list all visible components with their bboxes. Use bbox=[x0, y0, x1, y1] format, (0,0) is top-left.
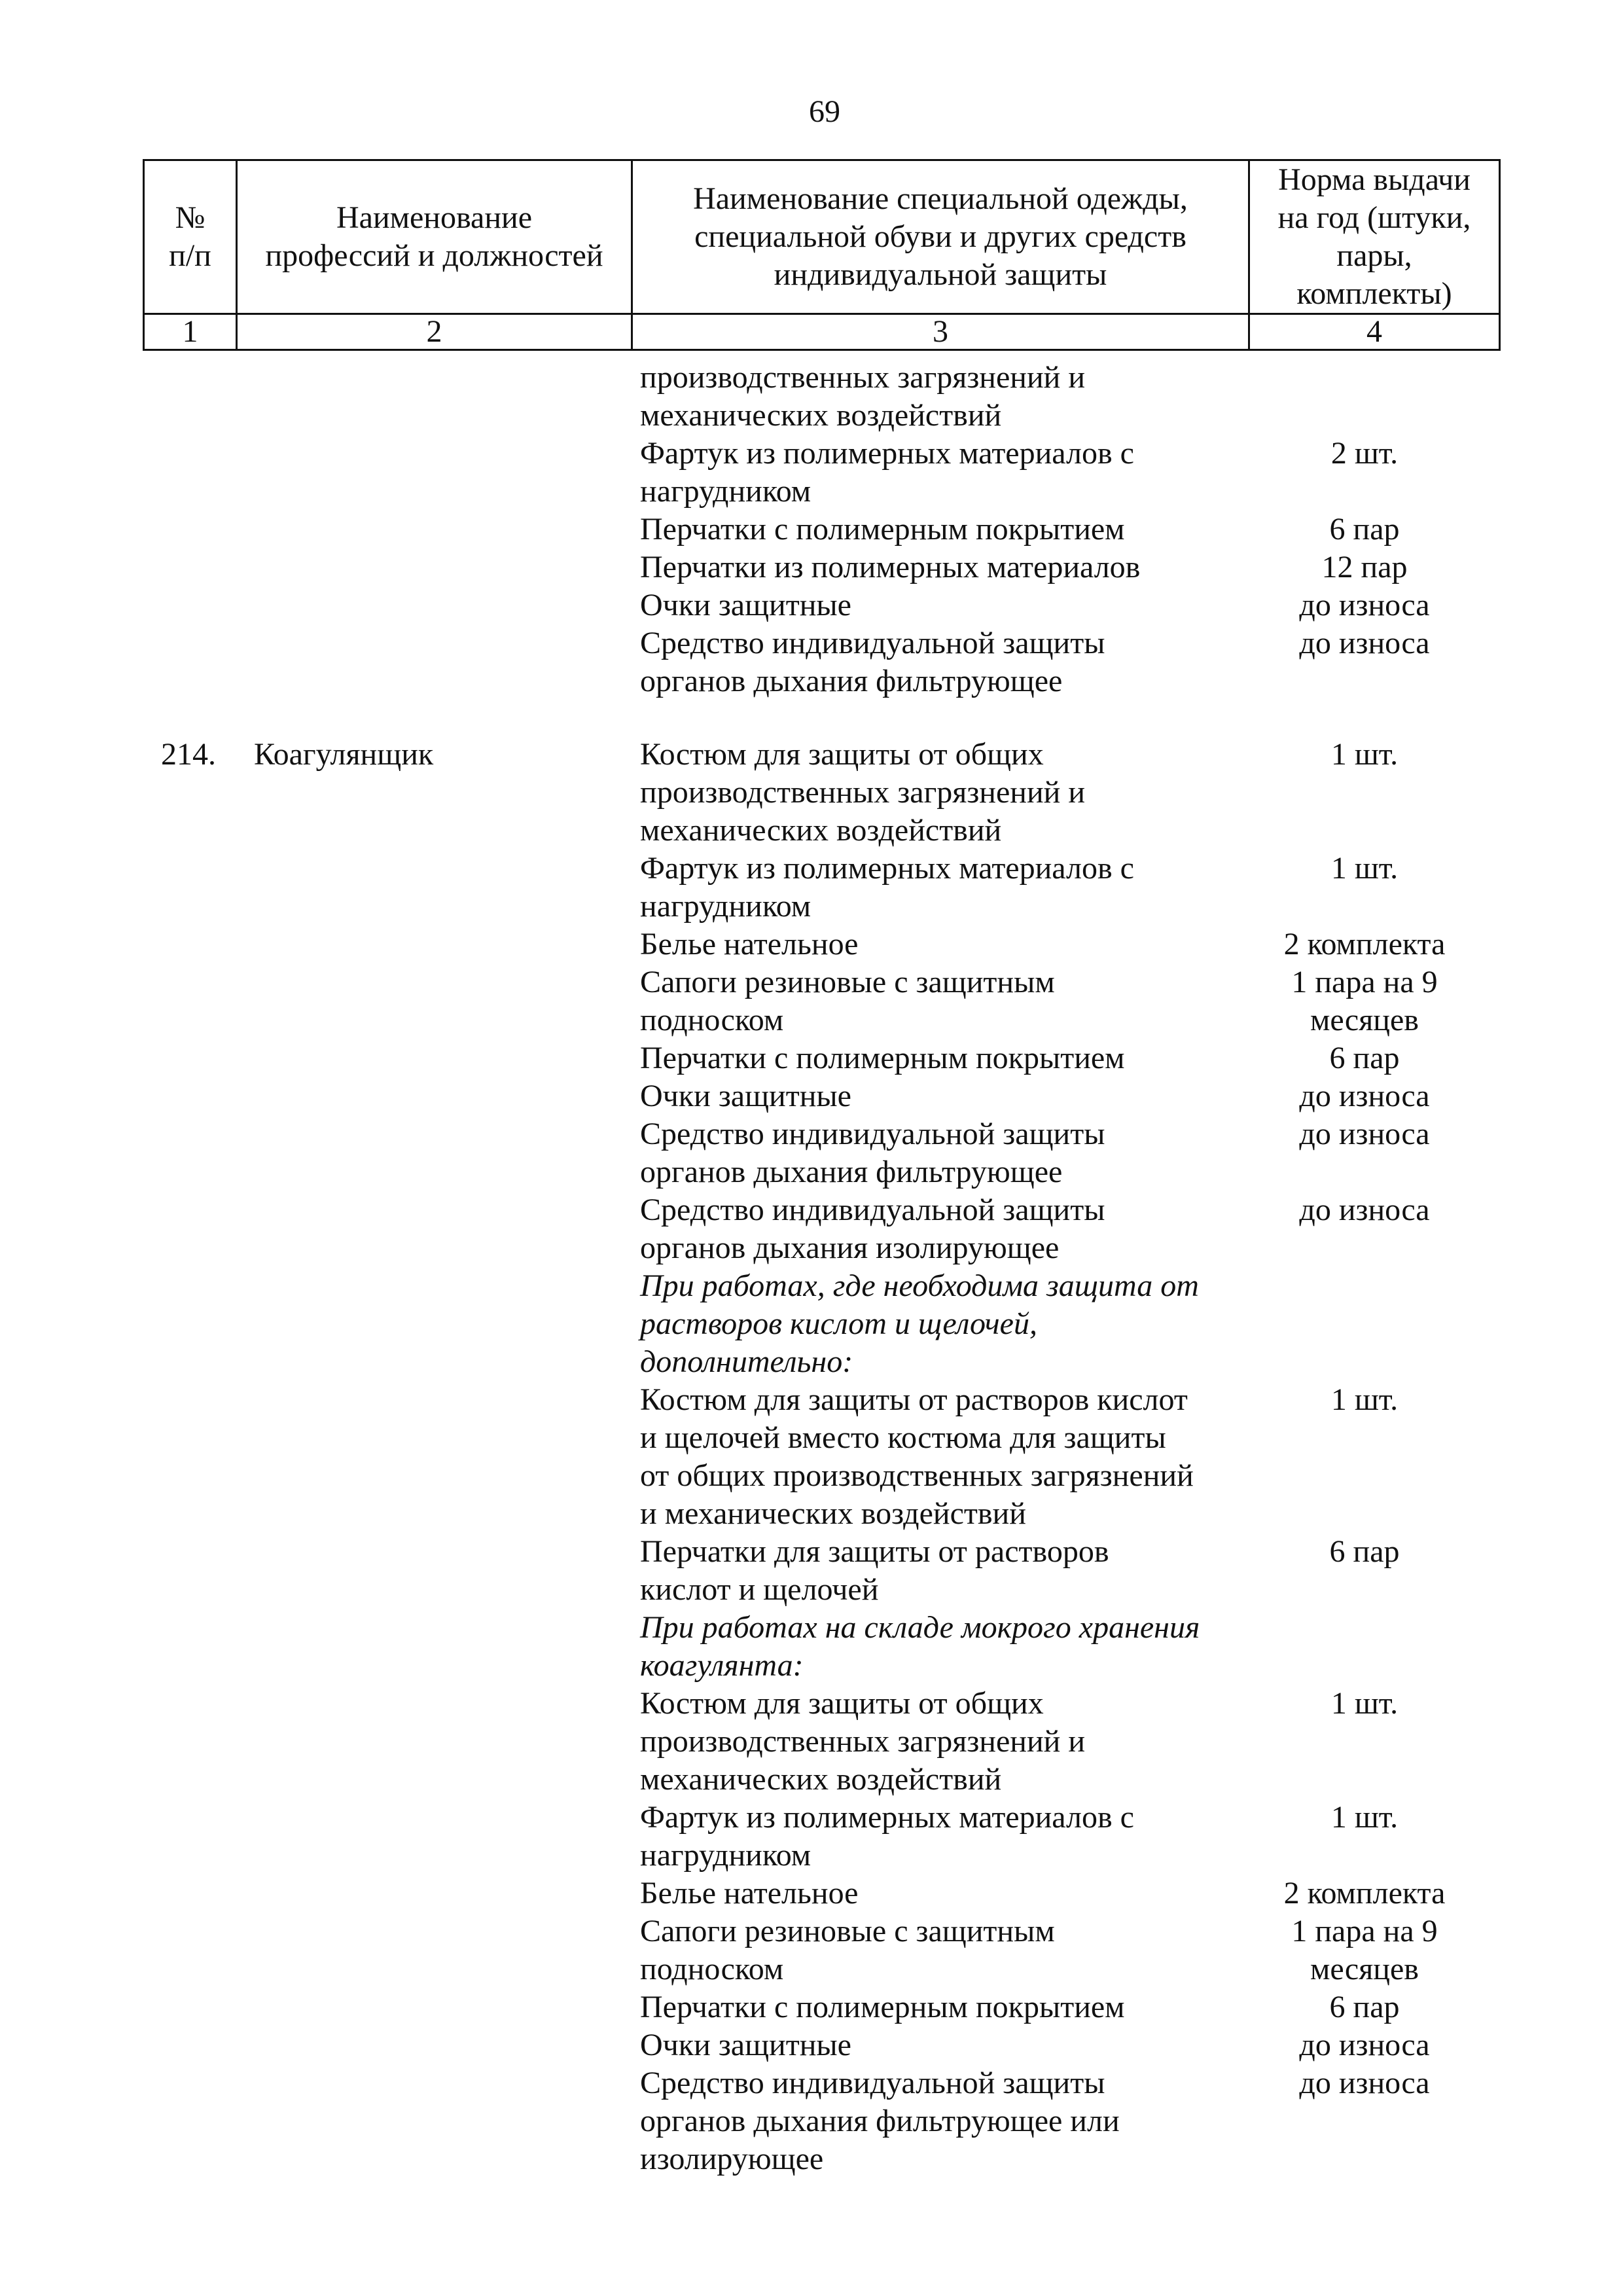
header-profession-cell bbox=[237, 160, 632, 314]
equipment-item: от общих производственных загрязнений bbox=[640, 1458, 1194, 1493]
header-equipment-line: Наименование специальной одежды, bbox=[693, 181, 1188, 216]
table-row bbox=[0, 1761, 1623, 1799]
issue-norm: 2 комплекта bbox=[1283, 1876, 1446, 1910]
equipment-item: нагрудником bbox=[640, 889, 812, 924]
equipment-item: Очки защитные bbox=[640, 1079, 851, 1113]
table-row bbox=[0, 1799, 1623, 1837]
table-row bbox=[0, 473, 1623, 511]
column-number-4: 4 bbox=[1249, 314, 1500, 350]
issue-norm: до износа bbox=[1299, 1193, 1430, 1227]
issue-norm: до износа bbox=[1299, 2028, 1430, 2062]
table-row bbox=[0, 1115, 1623, 1153]
equipment-item: Костюм для защиты от растворов кислот bbox=[640, 1382, 1188, 1417]
equipment-item: коагулянта: bbox=[640, 1648, 804, 1683]
equipment-item: кислот и щелочей bbox=[640, 1572, 879, 1607]
issue-norm: до износа bbox=[1299, 2066, 1430, 2100]
issue-norm: 1 шт. bbox=[1330, 1382, 1399, 1417]
equipment-item: При работах на складе мокрого хранения bbox=[640, 1610, 1200, 1645]
equipment-item: механических воздействий bbox=[640, 813, 1002, 848]
header-norm-line: пары, bbox=[1336, 238, 1412, 273]
equipment-item: производственных загрязнений и bbox=[640, 775, 1086, 810]
equipment-item: органов дыхания изолирующее bbox=[640, 1230, 1060, 1265]
equipment-item: органов дыхания фильтрующее bbox=[640, 664, 1063, 698]
header-norm-line: Норма выдачи bbox=[1278, 162, 1471, 197]
table-row bbox=[0, 1229, 1623, 1267]
equipment-item: механических воздействий bbox=[640, 1762, 1002, 1797]
table-row bbox=[0, 1153, 1623, 1191]
issue-norm: до износа bbox=[1299, 588, 1430, 622]
equipment-item: органов дыхания фильтрующее bbox=[640, 1155, 1063, 1189]
equipment-item: подноском bbox=[640, 1952, 784, 1986]
table-row bbox=[0, 2140, 1623, 2178]
equipment-item: Перчатки с полимерным покрытием bbox=[640, 512, 1125, 547]
table-row bbox=[0, 1647, 1623, 1685]
equipment-item: и механических воздействий bbox=[640, 1496, 1026, 1531]
table-row bbox=[0, 1343, 1623, 1381]
table-row bbox=[0, 1571, 1623, 1609]
issue-norm: до износа bbox=[1299, 626, 1430, 660]
equipment-item: и щелочей вместо костюма для защиты bbox=[640, 1420, 1166, 1455]
equipment-item: Очки защитные bbox=[640, 2028, 851, 2062]
table-row bbox=[0, 2064, 1623, 2102]
table-row bbox=[0, 1305, 1623, 1343]
table-row bbox=[0, 1685, 1623, 1723]
equipment-item: механических воздействий bbox=[640, 398, 1002, 433]
table-row bbox=[0, 548, 1623, 586]
equipment-item: нагрудником bbox=[640, 474, 812, 509]
header-equipment-line: индивидуальной защиты bbox=[774, 257, 1107, 292]
column-number-3: 3 bbox=[632, 314, 1249, 350]
issue-norm: 6 пар bbox=[1329, 1041, 1400, 1075]
equipment-item: Средство индивидуальной защиты bbox=[640, 1117, 1105, 1151]
table-row bbox=[0, 1001, 1623, 1039]
table-row bbox=[0, 624, 1623, 662]
table-row bbox=[0, 511, 1623, 548]
equipment-item: Фартук из полимерных материалов с bbox=[640, 851, 1134, 886]
table-row bbox=[0, 1912, 1623, 1950]
table-row bbox=[0, 1533, 1623, 1571]
header-equipment-cell bbox=[632, 160, 1249, 314]
equipment-item: органов дыхания фильтрующее или bbox=[640, 2104, 1120, 2138]
issue-norm: 2 шт. bbox=[1330, 436, 1399, 471]
issue-norm: 1 пара на 9 bbox=[1291, 1914, 1438, 1948]
table-row bbox=[0, 1988, 1623, 2026]
table-row bbox=[0, 850, 1623, 888]
table-row bbox=[0, 1495, 1623, 1533]
table-row bbox=[0, 1039, 1623, 1077]
equipment-item: изолирующее bbox=[640, 2142, 824, 2176]
table-row bbox=[0, 1381, 1623, 1419]
table-row bbox=[0, 1609, 1623, 1647]
header-profession-line: Наименование bbox=[336, 200, 533, 235]
equipment-item: дополнительно: bbox=[640, 1344, 853, 1379]
table-row bbox=[0, 586, 1623, 624]
table-row bbox=[0, 1077, 1623, 1115]
equipment-item: Сапоги резиновые с защитным bbox=[640, 1914, 1055, 1948]
table-header bbox=[143, 159, 1501, 351]
table-row bbox=[0, 435, 1623, 473]
equipment-item: Средство индивидуальной защиты bbox=[640, 626, 1105, 660]
table-row bbox=[0, 736, 1623, 774]
issue-norm: до износа bbox=[1299, 1079, 1430, 1113]
table-row bbox=[0, 812, 1623, 850]
table-row bbox=[0, 1267, 1623, 1305]
header-equipment-line: специальной обуви и других средств bbox=[694, 219, 1186, 254]
issue-norm: 1 шт. bbox=[1330, 1800, 1399, 1835]
row-number: 214. bbox=[161, 737, 216, 772]
page-number: 69 bbox=[809, 94, 840, 129]
equipment-item: Средство индивидуальной защиты bbox=[640, 1193, 1105, 1227]
issue-norm: 6 пар bbox=[1329, 1990, 1400, 2024]
table-row bbox=[0, 774, 1623, 812]
profession-name: Коагулянщик bbox=[254, 737, 434, 772]
table-row bbox=[0, 1950, 1623, 1988]
row-gap bbox=[0, 700, 1623, 736]
issue-norm: до износа bbox=[1299, 1117, 1430, 1151]
issue-norm: 2 комплекта bbox=[1283, 927, 1446, 961]
issue-norm: 12 пар bbox=[1321, 550, 1408, 584]
equipment-item: Белье нательное bbox=[640, 1876, 859, 1910]
table-row bbox=[0, 397, 1623, 435]
table-row bbox=[0, 662, 1623, 700]
issue-norm: 6 пар bbox=[1329, 512, 1400, 547]
table-row bbox=[0, 963, 1623, 1001]
equipment-item: При работах, где необходима защита от bbox=[640, 1268, 1199, 1303]
issue-norm: месяцев bbox=[1310, 1952, 1419, 1986]
equipment-item: Очки защитные bbox=[640, 588, 851, 622]
table-row bbox=[0, 2026, 1623, 2064]
issue-norm: 1 шт. bbox=[1330, 1686, 1399, 1721]
table-row bbox=[0, 1191, 1623, 1229]
issue-norm: 1 пара на 9 bbox=[1291, 965, 1438, 999]
equipment-item: Фартук из полимерных материалов с bbox=[640, 1800, 1134, 1835]
issue-norm: месяцев bbox=[1310, 1003, 1419, 1037]
issue-norm: 6 пар bbox=[1329, 1534, 1400, 1569]
equipment-item: Фартук из полимерных материалов с bbox=[640, 436, 1134, 471]
equipment-item: Костюм для защиты от общих bbox=[640, 737, 1044, 772]
header-norm-line: комплекты) bbox=[1296, 276, 1452, 311]
equipment-item: нагрудником bbox=[640, 1838, 812, 1873]
header-number-cell bbox=[144, 160, 237, 314]
table-row bbox=[0, 1837, 1623, 1874]
equipment-item: производственных загрязнений и bbox=[640, 1724, 1086, 1759]
equipment-item: производственных загрязнений и bbox=[640, 360, 1086, 395]
header-norm-cell bbox=[1249, 160, 1500, 314]
table-row bbox=[0, 359, 1623, 397]
issue-norm: 1 шт. bbox=[1330, 737, 1399, 772]
table-row bbox=[0, 2102, 1623, 2140]
header-profession-line: профессий и должностей bbox=[265, 238, 603, 273]
table-body bbox=[0, 359, 1623, 2178]
header-number-line: п/п bbox=[169, 238, 211, 273]
table-row bbox=[0, 1457, 1623, 1495]
table-row bbox=[0, 1723, 1623, 1761]
equipment-item: Перчатки с полимерным покрытием bbox=[640, 1990, 1125, 2024]
equipment-item: растворов кислот и щелочей, bbox=[640, 1306, 1037, 1341]
header-number-line: № bbox=[175, 200, 205, 235]
equipment-item: Перчатки с полимерным покрытием bbox=[640, 1041, 1125, 1075]
equipment-item: Перчатки из полимерных материалов bbox=[640, 550, 1141, 584]
equipment-item: Сапоги резиновые с защитным bbox=[640, 965, 1055, 999]
equipment-item: Перчатки для защиты от растворов bbox=[640, 1534, 1109, 1569]
table-row bbox=[0, 1874, 1623, 1912]
table-row bbox=[0, 1419, 1623, 1457]
equipment-item: Белье нательное bbox=[640, 927, 859, 961]
table-row bbox=[0, 888, 1623, 925]
header-norm-line: на год (штуки, bbox=[1277, 200, 1471, 235]
column-number-1: 1 bbox=[144, 314, 237, 350]
issue-norm: 1 шт. bbox=[1330, 851, 1399, 886]
equipment-item: Средство индивидуальной защиты bbox=[640, 2066, 1105, 2100]
table-row bbox=[0, 925, 1623, 963]
equipment-item: Костюм для защиты от общих bbox=[640, 1686, 1044, 1721]
equipment-item: подноском bbox=[640, 1003, 784, 1037]
column-number-2: 2 bbox=[237, 314, 632, 350]
